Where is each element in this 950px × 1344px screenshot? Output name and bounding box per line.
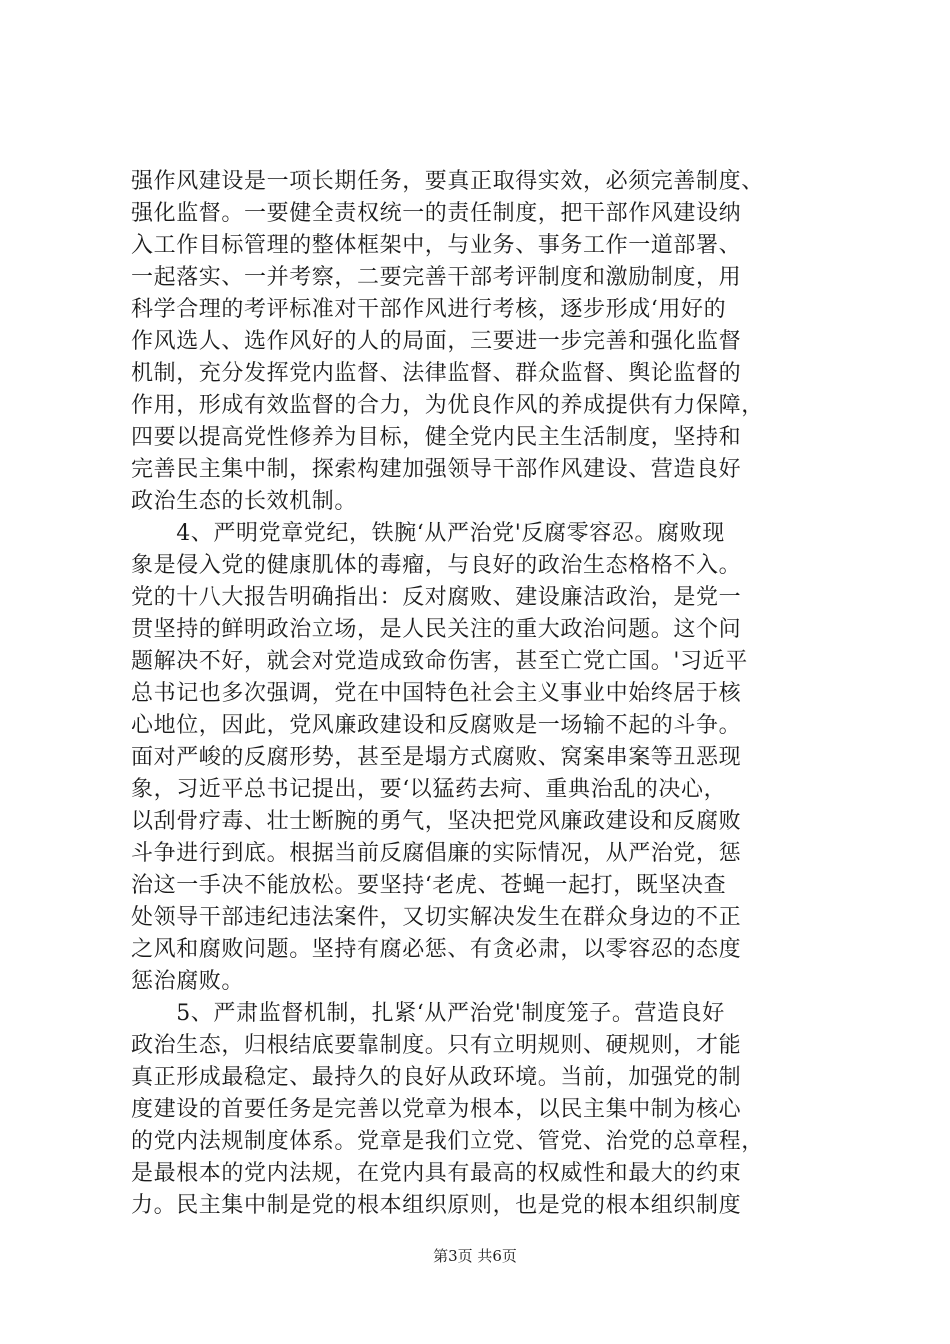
text-line: 处领导干部违纪违法案件，又切实解决发生在群众身边的不正 bbox=[131, 905, 742, 930]
text-line: 度建设的首要任务是完善以党章为根本，以民主集中制为核心 bbox=[131, 1097, 742, 1122]
text-line: 一起落实、一并考察，二要完善干部考评制度和激励制度，用 bbox=[131, 265, 742, 290]
text-line: 惩治腐败。 bbox=[131, 969, 245, 994]
text-line: 心地位，因此，党风廉政建设和反腐败是一场输不起的斗争。 bbox=[131, 713, 742, 738]
text-line: 力。民主集中制是党的根本组织原则，也是党的根本组织制度 bbox=[131, 1193, 742, 1218]
text-line: 之风和腐败问题。坚持有腐必惩、有贪必肃，以零容忍的态度 bbox=[131, 937, 742, 962]
text-line: 四要以提高党性修养为目标，健全党内民主生活制度，坚持和 bbox=[131, 425, 742, 450]
text-line: 强作风建设是一项长期任务，要真正取得实效，必须完善制度、 bbox=[131, 169, 764, 194]
page-number-footer: 第3页 共6页 bbox=[433, 1247, 517, 1265]
text-line: 象，习近平总书记提出，要‘以猛药去疴、重典治乱的决心， bbox=[131, 777, 727, 802]
text-line: 的党内法规制度体系。党章是我们立党、管党、治党的总章程， bbox=[131, 1129, 764, 1154]
text-line: 机制，充分发挥党内监督、法律监督、群众监督、舆论监督的 bbox=[131, 361, 742, 386]
text-line: 象是侵入党的健康肌体的毒瘤，与良好的政治生态格格不入。 bbox=[131, 553, 742, 578]
body-text bbox=[131, 166, 831, 1222]
text-line: 作用，形成有效监督的合力，为优良作风的养成提供有力保障， bbox=[131, 393, 764, 418]
text-line: 总书记也多次强调，党在中国特色社会主义事业中始终居于核 bbox=[131, 681, 742, 706]
paragraph-5-first-line: 5、严肃监督机制，扎紧‘从严治党'制度笼子。营造良好 bbox=[131, 1001, 725, 1026]
text-line: 贯坚持的鲜明政治立场，是人民关注的重大政治问题。这个问 bbox=[131, 617, 742, 642]
text-line: 治这一手决不能放松。要坚持‘老虎、苍蝇一起打，既坚决查 bbox=[131, 873, 727, 898]
text-line: 面对严峻的反腐形势，甚至是塌方式腐败、窝案串案等丑恶现 bbox=[131, 745, 742, 770]
text-line: 科学合理的考评标准对干部作风进行考核，逐步形成‘用好的 bbox=[131, 297, 727, 322]
text-line: 斗争进行到底。根据当前反腐倡廉的实际情况，从严治党，惩 bbox=[131, 841, 742, 866]
text-line: 入工作目标管理的整体框架中，与业务、事务工作一道部署、 bbox=[131, 233, 742, 258]
text-line: 题解决不好，就会对党造成致命伤害，甚至亡党亡国。'习近平 bbox=[131, 649, 748, 674]
text-line: 是最根本的党内法规，在党内具有最高的权威性和最大的约束 bbox=[131, 1161, 742, 1186]
text-line: 政治生态的长效机制。 bbox=[131, 489, 358, 514]
text-line: 作风选人、选作风好的人的局面，三要进一步完善和强化监督 bbox=[131, 329, 742, 354]
text-line: 政治生态，归根结底要靠制度。只有立明规则、硬规则，才能 bbox=[131, 1033, 742, 1058]
text-line: 完善民主集中制，探索构建加强领导干部作风建设、营造良好 bbox=[131, 457, 742, 482]
paragraph-4-first-line: 4、严明党章党纪，铁腕‘从严治党'反腐零容忍。腐败现 bbox=[131, 521, 725, 546]
text-line: 强化监督。一要健全责权统一的责任制度，把干部作风建设纳 bbox=[131, 201, 742, 226]
text-line: 以刮骨疗毒、壮士断腕的勇气，坚决把党风廉政建设和反腐败 bbox=[131, 809, 742, 834]
text-line: 真正形成最稳定、最持久的良好从政环境。当前，加强党的制 bbox=[131, 1065, 742, 1090]
text-line: 党的十八大报告明确指出：反对腐败、建设廉洁政治，是党一 bbox=[131, 585, 742, 610]
